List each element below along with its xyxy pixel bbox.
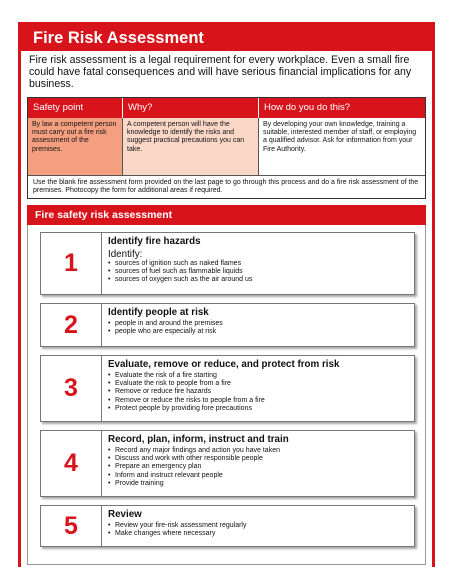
intro-paragraph: Fire risk assessment is a legal requirement for every workplace. Even a small fire could have fatal consequences and will have serious financial implications for any business.: [29, 54, 412, 90]
step-4: [40, 430, 415, 497]
list-item: • Remove or reduce fire hazards: [108, 388, 339, 396]
step-number: 4: [41, 431, 102, 496]
list-item: • Record any major findings and action you have taken: [108, 447, 289, 455]
list-item: • Make changes where necessary: [108, 530, 246, 538]
header-safety-point: Safety point: [28, 98, 123, 118]
step-title: Record, plan, inform, instruct and train: [108, 434, 289, 445]
step-title: Identify people at risk: [108, 307, 209, 318]
table-row: [28, 118, 425, 175]
list-item: • sources of fuel such as flammable liquids: [108, 268, 252, 276]
step-number: 3: [41, 356, 102, 421]
list-item: • Provide training: [108, 480, 289, 488]
list-item: • sources of ignition such as naked flames: [108, 260, 252, 268]
step-number: 2: [41, 304, 102, 346]
section-title: Fire safety risk assessment: [27, 205, 426, 225]
step-title: Review: [108, 509, 142, 520]
step-number: 1: [41, 233, 102, 294]
header-why: Why?: [123, 98, 259, 118]
header-how: How do you do this?: [264, 102, 351, 113]
cell-why: A competent person will have the knowledge to identify the risks and suggest practical precautions you can take.: [123, 118, 259, 175]
step-3: [40, 355, 415, 422]
table-header-row: [28, 98, 425, 118]
cell-how: By developing your own knowledge, training a suitable, interested member of staff, or employing a qualified advisor. Ask for information from your Fire Authority.: [259, 118, 425, 175]
steps-container: [27, 225, 426, 565]
list-item: • Evaluate the risk of a fire starting: [108, 372, 339, 380]
step-title: Evaluate, remove or reduce, and protect from risk: [108, 359, 340, 370]
list-item: • Discuss and work with other responsible people: [108, 455, 289, 463]
list-item: • Evaluate the risk to people from a fire: [108, 380, 339, 388]
step-subtitle: Identify:: [108, 249, 143, 260]
list-item: • Inform and instruct relevant people: [108, 472, 289, 480]
step-1: [40, 232, 415, 295]
table-note: Use the blank fire assessment form provided on the last page to go through this process and do a fire risk assessment of the premises. Photocopy the form for additional areas if required.: [28, 175, 425, 198]
list-item: • people in and around the premises: [108, 320, 223, 328]
safety-table: [27, 97, 426, 199]
list-item: • sources of oxygen such as the air around us: [108, 276, 252, 284]
cell-safety-point: By law a competent person must carry out a fire risk assessment of the premises.: [28, 118, 123, 175]
step-title: Identify fire hazards: [108, 236, 201, 247]
step-5: [40, 505, 415, 547]
list-item: • Protect people by providing fore precautions: [108, 405, 339, 413]
step-number: 5: [41, 506, 102, 546]
list-item: • Prepare an emergency plan: [108, 463, 289, 471]
document-frame: [18, 22, 435, 567]
page-title: Fire Risk Assessment: [21, 25, 432, 51]
list-item: • Remove or reduce the risks to people from a fire: [108, 397, 339, 405]
list-item: • people who are especially at risk: [108, 328, 223, 336]
list-item: • Review your fire-risk assessment regularly: [108, 522, 246, 530]
step-2: [40, 303, 415, 347]
